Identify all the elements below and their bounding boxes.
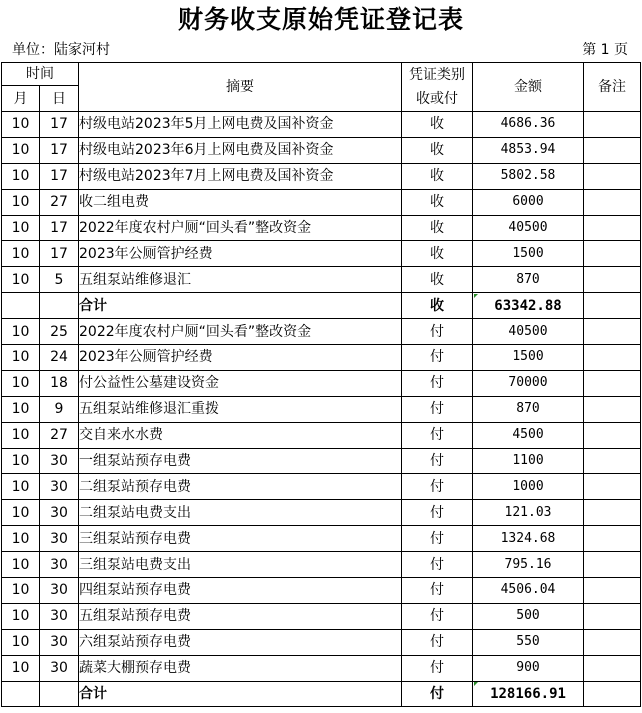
- voucher-type-cell: 付: [402, 422, 473, 448]
- income-row: [2, 112, 641, 138]
- voucher-type-cell: 付: [402, 603, 473, 629]
- voucher-type-cell: 付: [402, 448, 473, 474]
- voucher-type-cell: 付: [402, 552, 473, 578]
- summary-cell: 村级电站2023年7月上网电费及国补资金: [79, 163, 402, 189]
- day-cell: 30: [40, 500, 79, 526]
- day-cell: 17: [40, 112, 79, 138]
- header-voucher-type-line1: 凭证类别: [409, 67, 465, 83]
- amount-cell: 40500: [473, 215, 584, 241]
- day-cell: 17: [40, 241, 79, 267]
- amount-cell: 40500: [473, 319, 584, 345]
- voucher-type-cell: 付: [402, 655, 473, 681]
- voucher-type-cell: 付: [402, 396, 473, 422]
- summary-cell: 一组泵站预存电费: [79, 448, 402, 474]
- expense-row: [2, 396, 641, 422]
- remark-cell: [584, 112, 641, 138]
- voucher-type-cell: 付: [402, 629, 473, 655]
- month-cell: 10: [2, 396, 40, 422]
- remark-cell: [584, 370, 641, 396]
- day-cell: 27: [40, 189, 79, 215]
- header-remark: 备注: [584, 63, 641, 112]
- month-cell: 10: [2, 319, 40, 345]
- header-day: 日: [40, 86, 79, 112]
- income-row: [2, 189, 641, 215]
- summary-cell: 蔬菜大棚预存电费: [79, 655, 402, 681]
- remark-cell: [584, 163, 641, 189]
- summary-cell: 2022年度农村户厕“回头看”整改资金: [79, 215, 402, 241]
- expense-row: [2, 655, 641, 681]
- remark-cell: [584, 500, 641, 526]
- month-cell: 10: [2, 345, 40, 371]
- amount-cell: 5802.58: [473, 163, 584, 189]
- page-number: 第 1 页: [582, 42, 628, 58]
- amount-cell: 795.16: [473, 552, 584, 578]
- remark-cell: [584, 137, 641, 163]
- voucher-type-cell: 收: [402, 215, 473, 241]
- remark-cell: [584, 422, 641, 448]
- amount-cell: 900: [473, 655, 584, 681]
- month-cell: 10: [2, 189, 40, 215]
- month-cell: 10: [2, 629, 40, 655]
- month-cell: 10: [2, 655, 40, 681]
- expense-row: [2, 629, 641, 655]
- expense-row: [2, 448, 641, 474]
- day-cell: 30: [40, 603, 79, 629]
- month-cell: 10: [2, 526, 40, 552]
- remark-cell: [584, 655, 641, 681]
- month-cell: 10: [2, 500, 40, 526]
- ledger-body: [2, 112, 641, 707]
- expense-row: [2, 552, 641, 578]
- expense-row: [2, 578, 641, 604]
- header-amount: 金额: [473, 63, 584, 112]
- expense-row: [2, 345, 641, 371]
- voucher-type-cell: 收: [402, 137, 473, 163]
- expense-total-row: [2, 681, 641, 707]
- total-remark-cell: [584, 681, 641, 707]
- amount-cell: 870: [473, 267, 584, 293]
- total-type-cell: 付: [402, 681, 473, 707]
- day-cell: 18: [40, 370, 79, 396]
- summary-cell: 收二组电费: [79, 189, 402, 215]
- expense-row: [2, 370, 641, 396]
- total-type-cell: 收: [402, 293, 473, 319]
- month-cell: 10: [2, 241, 40, 267]
- amount-cell: 1000: [473, 474, 584, 500]
- month-cell: 10: [2, 422, 40, 448]
- summary-cell: 村级电站2023年6月上网电费及国补资金: [79, 137, 402, 163]
- day-cell: 30: [40, 526, 79, 552]
- month-cell: 10: [2, 112, 40, 138]
- unit-label: 单位：陆家河村: [12, 42, 110, 58]
- voucher-type-cell: 收: [402, 189, 473, 215]
- income-row: [2, 267, 641, 293]
- amount-cell: 4500: [473, 422, 584, 448]
- summary-cell: 村级电站2023年5月上网电费及国补资金: [79, 112, 402, 138]
- summary-cell: 二组泵站电费支出: [79, 500, 402, 526]
- month-cell: 10: [2, 603, 40, 629]
- header-voucher-type-line2: 收或付: [416, 91, 458, 107]
- expense-row: [2, 526, 641, 552]
- day-cell: 30: [40, 448, 79, 474]
- day-cell: 30: [40, 629, 79, 655]
- voucher-type-cell: 收: [402, 267, 473, 293]
- voucher-type-cell: 付: [402, 578, 473, 604]
- day-cell: 25: [40, 319, 79, 345]
- header-time: 时间: [2, 63, 79, 86]
- summary-cell: 2023年公厕管护经费: [79, 345, 402, 371]
- month-cell: 10: [2, 163, 40, 189]
- summary-cell: 三组泵站预存电费: [79, 526, 402, 552]
- day-cell: 30: [40, 655, 79, 681]
- summary-cell: 2023年公厕管护经费: [79, 241, 402, 267]
- summary-cell: 六组泵站预存电费: [79, 629, 402, 655]
- total-day-cell: [40, 293, 79, 319]
- amount-cell: 870: [473, 396, 584, 422]
- expense-row: [2, 603, 641, 629]
- income-total-row: [2, 293, 641, 319]
- income-row: [2, 215, 641, 241]
- month-cell: 10: [2, 137, 40, 163]
- voucher-type-cell: 收: [402, 112, 473, 138]
- remark-cell: [584, 215, 641, 241]
- summary-cell: 二组泵站预存电费: [79, 474, 402, 500]
- remark-cell: [584, 448, 641, 474]
- month-cell: 10: [2, 215, 40, 241]
- amount-cell: 4686.36: [473, 112, 584, 138]
- income-row: [2, 241, 641, 267]
- day-cell: 27: [40, 422, 79, 448]
- voucher-type-cell: 付: [402, 474, 473, 500]
- day-cell: 24: [40, 345, 79, 371]
- remark-cell: [584, 345, 641, 371]
- voucher-type-cell: 付: [402, 319, 473, 345]
- voucher-type-cell: 付: [402, 526, 473, 552]
- remark-cell: [584, 629, 641, 655]
- income-row: [2, 137, 641, 163]
- day-cell: 17: [40, 137, 79, 163]
- total-day-cell: [40, 681, 79, 707]
- day-cell: 30: [40, 474, 79, 500]
- remark-cell: [584, 189, 641, 215]
- expense-row: [2, 422, 641, 448]
- month-cell: 10: [2, 370, 40, 396]
- amount-cell: 6000: [473, 189, 584, 215]
- expense-row: [2, 319, 641, 345]
- remark-cell: [584, 241, 641, 267]
- remark-cell: [584, 552, 641, 578]
- amount-cell: 1500: [473, 241, 584, 267]
- total-label-cell: 合计: [79, 293, 402, 319]
- remark-cell: [584, 267, 641, 293]
- summary-cell: 交自来水水费: [79, 422, 402, 448]
- total-month-cell: [2, 293, 40, 319]
- cell-marker-icon: [474, 682, 478, 686]
- amount-cell: 121.03: [473, 500, 584, 526]
- month-cell: 10: [2, 448, 40, 474]
- amount-cell: 1324.68: [473, 526, 584, 552]
- day-cell: 17: [40, 163, 79, 189]
- total-remark-cell: [584, 293, 641, 319]
- remark-cell: [584, 319, 641, 345]
- summary-cell: 付公益性公墓建设资金: [79, 370, 402, 396]
- amount-cell: 4506.04: [473, 578, 584, 604]
- amount-cell: 4853.94: [473, 137, 584, 163]
- page-title: 财务收支原始凭证登记表: [177, 5, 464, 34]
- day-cell: 17: [40, 215, 79, 241]
- expense-row: [2, 500, 641, 526]
- voucher-type-cell: 付: [402, 345, 473, 371]
- total-label-cell: 合计: [79, 681, 402, 707]
- total-amount-cell: 63342.88: [473, 293, 584, 319]
- voucher-type-cell: 收: [402, 163, 473, 189]
- summary-cell: 三组泵站电费支出: [79, 552, 402, 578]
- voucher-type-cell: 付: [402, 500, 473, 526]
- header-voucher-type: [402, 63, 473, 112]
- remark-cell: [584, 396, 641, 422]
- amount-cell: 550: [473, 629, 584, 655]
- summary-cell: 五组泵站预存电费: [79, 603, 402, 629]
- ledger-header: [2, 63, 641, 112]
- ledger-table: [1, 62, 641, 707]
- voucher-type-cell: 付: [402, 370, 473, 396]
- amount-cell: 500: [473, 603, 584, 629]
- day-cell: 30: [40, 578, 79, 604]
- amount-cell: 1100: [473, 448, 584, 474]
- amount-cell: 70000: [473, 370, 584, 396]
- month-cell: 10: [2, 267, 40, 293]
- summary-cell: 五组泵站维修退汇重拨: [79, 396, 402, 422]
- expense-row: [2, 474, 641, 500]
- remark-cell: [584, 578, 641, 604]
- summary-cell: 2022年度农村户厕“回头看”整改资金: [79, 319, 402, 345]
- voucher-type-cell: 收: [402, 241, 473, 267]
- month-cell: 10: [2, 474, 40, 500]
- day-cell: 30: [40, 552, 79, 578]
- day-cell: 9: [40, 396, 79, 422]
- total-month-cell: [2, 681, 40, 707]
- summary-cell: 四组泵站预存电费: [79, 578, 402, 604]
- month-cell: 10: [2, 578, 40, 604]
- remark-cell: [584, 603, 641, 629]
- day-cell: 5: [40, 267, 79, 293]
- month-cell: 10: [2, 552, 40, 578]
- summary-cell: 五组泵站维修退汇: [79, 267, 402, 293]
- cell-marker-icon: [474, 294, 478, 298]
- header-summary: 摘要: [79, 63, 402, 112]
- header-month: 月: [2, 86, 40, 112]
- remark-cell: [584, 526, 641, 552]
- total-amount-cell: 128166.91: [473, 681, 584, 707]
- amount-cell: 1500: [473, 345, 584, 371]
- income-row: [2, 163, 641, 189]
- remark-cell: [584, 474, 641, 500]
